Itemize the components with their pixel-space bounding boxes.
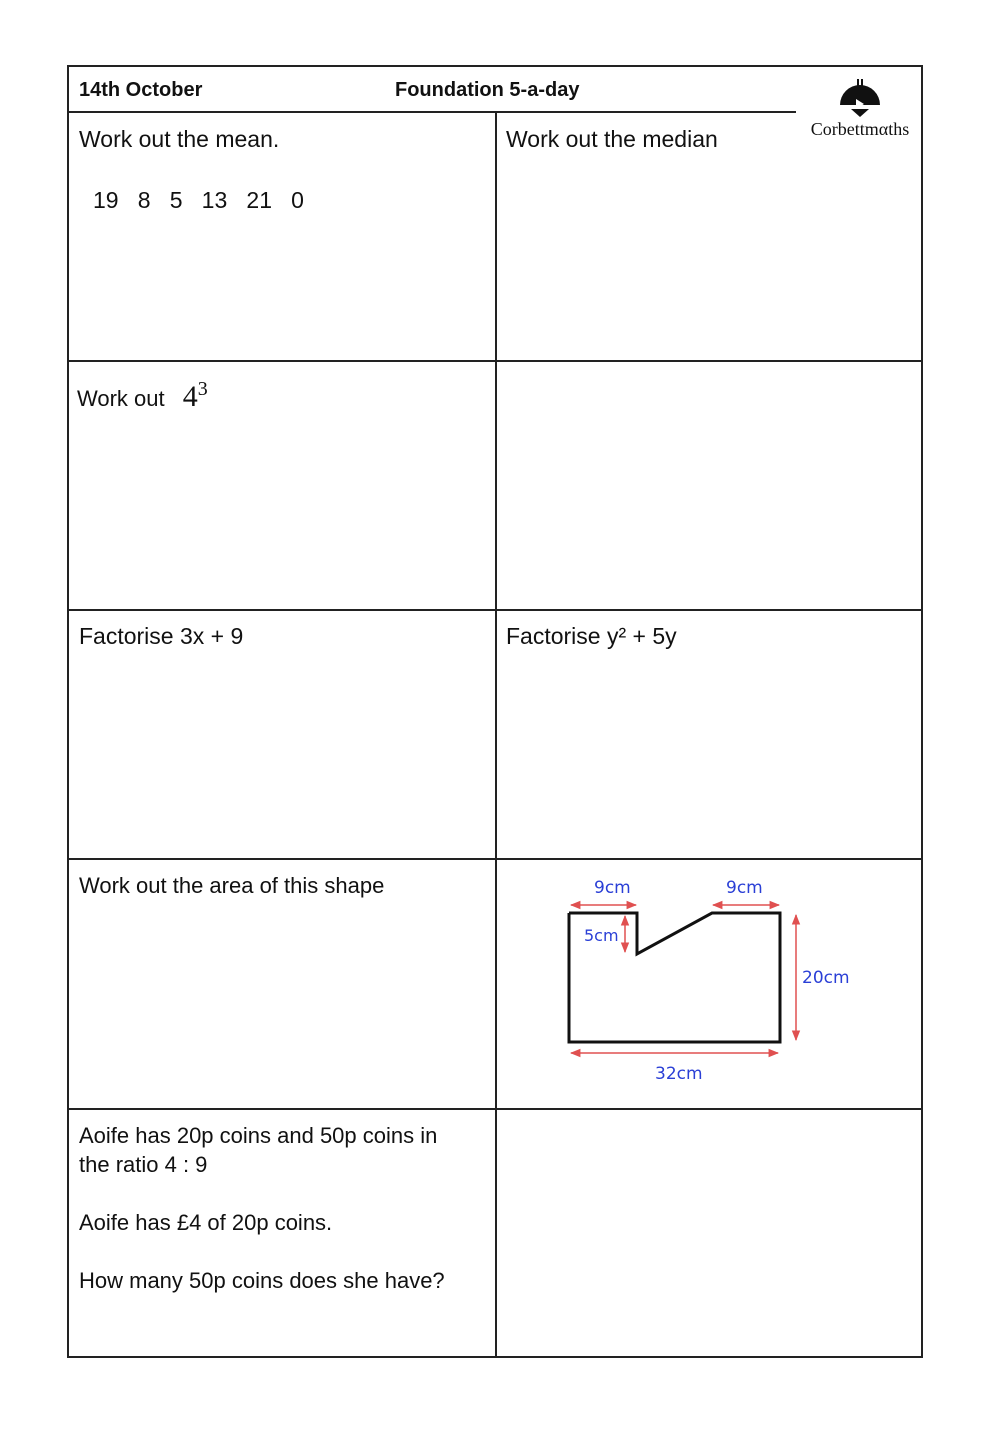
question-power — [77, 375, 208, 413]
power-expression — [183, 380, 208, 413]
compound-shape-diagram — [496, 860, 923, 1107]
label-top-left-width: 9cm — [594, 878, 631, 898]
question-power-label: Work out — [77, 386, 165, 411]
header-divider — [69, 111, 796, 113]
row-divider-4 — [69, 1108, 921, 1110]
label-height: 20cm — [802, 968, 850, 988]
corbettmaths-logo-icon — [837, 79, 883, 117]
power-exponent: 3 — [197, 378, 208, 400]
label-top-right-width: 9cm — [726, 878, 763, 898]
ratio-line-2: the ratio 4 : 9 — [79, 1152, 208, 1177]
column-divider — [495, 111, 497, 1358]
worksheet-title: Foundation 5-a-day — [395, 79, 580, 101]
row-divider-1 — [69, 360, 921, 362]
label-base: 32cm — [655, 1064, 703, 1084]
ratio-line-4: How many 50p coins does she have? — [79, 1268, 445, 1293]
ratio-line-1: Aoife has 20p coins and 50p coins in — [79, 1123, 438, 1148]
label-notch-depth: 5cm — [584, 926, 619, 945]
logo-text: Corbettmαths — [810, 119, 910, 139]
question-median: Work out the median — [506, 126, 718, 152]
ratio-line-3: Aoife has £4 of 20p coins. — [79, 1210, 333, 1235]
question-factorise-linear: Factorise 3x + 9 — [79, 623, 244, 649]
row-divider-2 — [69, 609, 921, 611]
date-label: 14th October — [79, 79, 203, 101]
question-mean: Work out the mean. — [79, 126, 280, 152]
mean-numbers: 19 8 5 13 21 0 — [93, 187, 304, 213]
corbettmaths-logo — [797, 79, 923, 149]
question-factorise-quadratic: Factorise y² + 5y — [506, 623, 677, 649]
question-ratio — [79, 1121, 445, 1295]
question-area: Work out the area of this shape — [79, 873, 385, 898]
worksheet — [67, 65, 923, 1358]
power-base: 4 — [182, 380, 198, 413]
